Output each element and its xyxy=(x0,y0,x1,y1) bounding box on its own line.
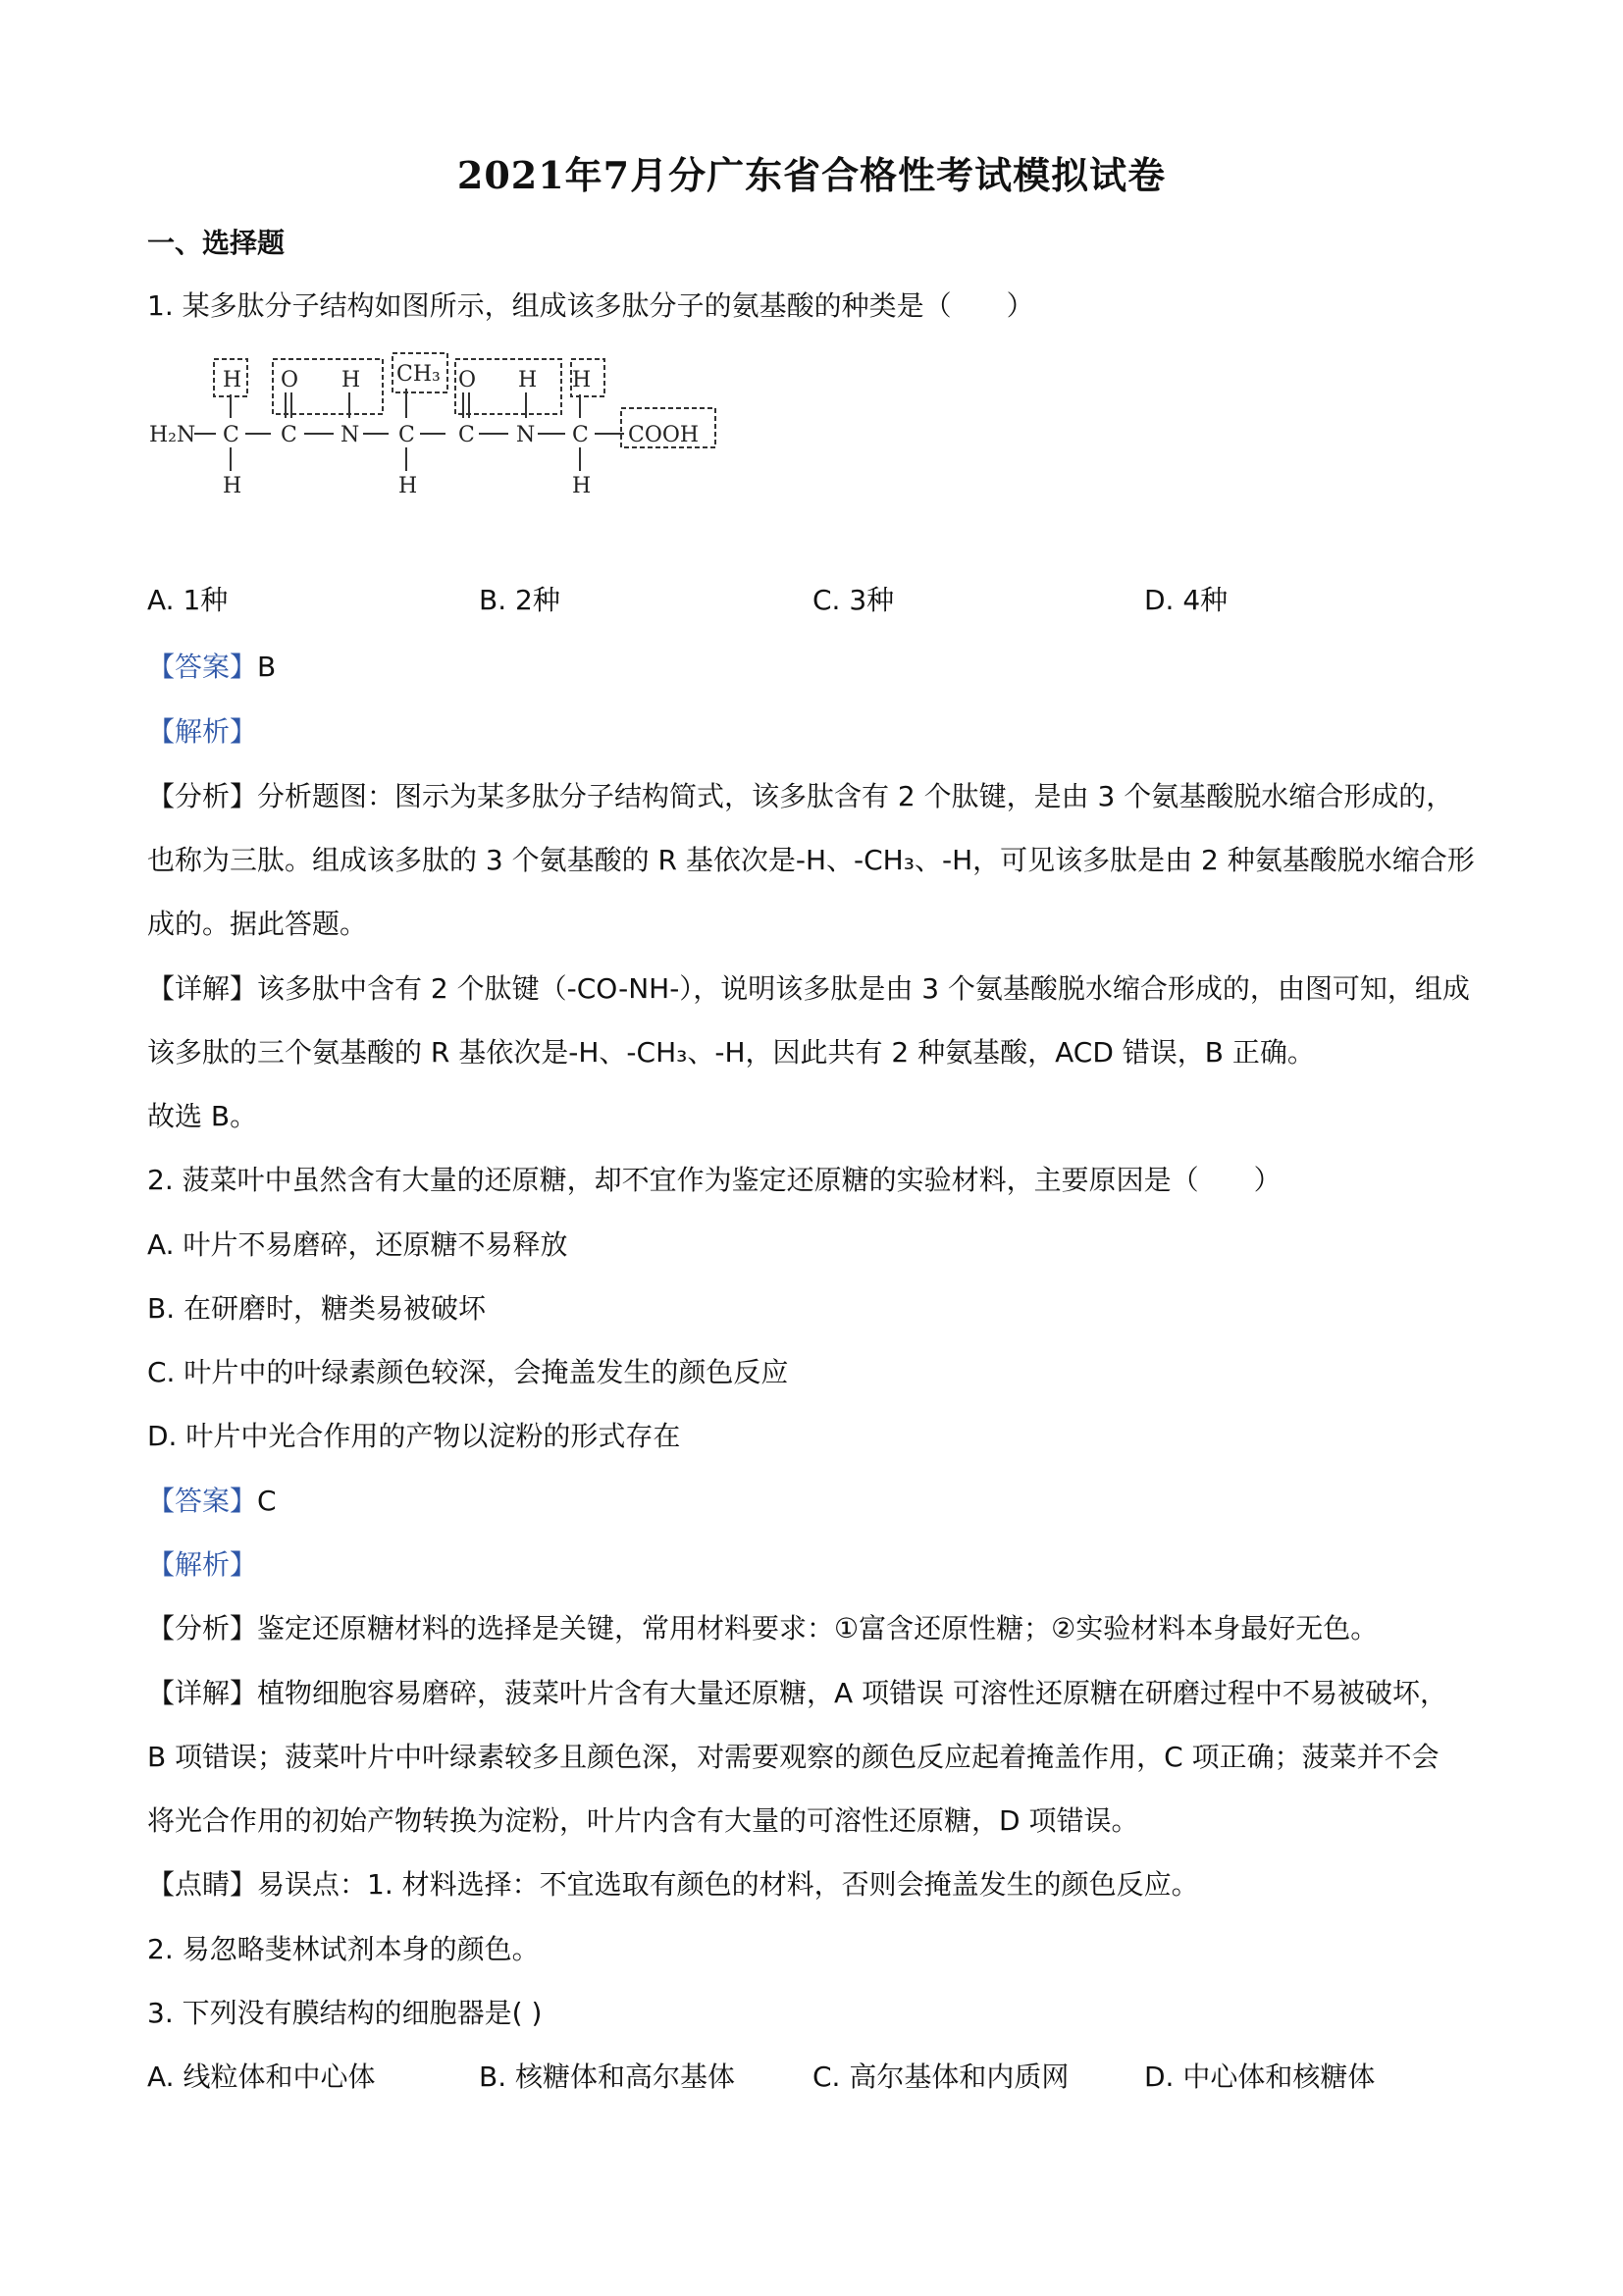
amide-h-1: H xyxy=(341,368,361,392)
oxygen-1: O xyxy=(281,368,299,392)
r-group-1: H xyxy=(223,368,242,392)
alpha-carbon-3: C xyxy=(572,423,589,447)
fenxi-text: 鉴定还原糖材料的选择是关键，常用材料要求：①富含还原性糖；②实验材料本身最好无色。 xyxy=(257,1612,1379,1644)
q2-answer xyxy=(147,1482,277,1521)
q2-option-d: D. 叶片中光合作用的产物以淀粉的形式存在 xyxy=(147,1420,681,1452)
xiangjie-text: 植物细胞容易磨碎，菠菜叶片含有大量还原糖，A 项错误 可溶性还原糖在研磨过程中不易被破坏， xyxy=(257,1677,1447,1709)
q3-option-d: D. 中心体和核糖体 xyxy=(1144,2061,1376,2093)
q1-stem: 1. 某多肽分子结构如图所示，组成该多肽分子的氨基酸的种类是（ ） xyxy=(147,289,1034,322)
q1-conclusion: 故选 B。 xyxy=(147,1100,258,1132)
q2-xiangjie-line-1 xyxy=(147,1674,1447,1713)
q2-dianjing-line-1 xyxy=(147,1865,1199,1905)
q2-option-b: B. 在研磨时，糖类易被破坏 xyxy=(147,1292,487,1325)
r-group-3: H xyxy=(572,368,592,392)
q1-option-a: A. 1种 xyxy=(147,584,229,616)
q1-fenxi-line-3: 成的。据此答题。 xyxy=(147,908,368,940)
dianjing-tag: 【点睛】 xyxy=(147,1868,258,1901)
q2-stem: 2. 菠菜叶中虽然含有大量的还原糖，却不宜作为鉴定还原糖的实验材料，主要原因是（ ） xyxy=(147,1164,1282,1196)
page-title: 2021年7月分广东省合格性考试模拟试卷 xyxy=(456,153,1167,197)
section-heading: 一、选择题 xyxy=(147,227,286,259)
q3-option-b: B. 核糖体和高尔基体 xyxy=(479,2061,736,2093)
answer-value: B xyxy=(257,651,277,683)
q1-option-d: D. 4种 xyxy=(1144,584,1229,616)
xiangjie-text: 该多肽中含有 2 个肽键（-CO-NH-），说明该多肽是由 3 个氨基酸脱水缩合形成的，由图可知，组成 xyxy=(257,972,1470,1005)
q3-stem: 3. 下列没有膜结构的细胞器是( ) xyxy=(147,1997,543,2029)
q2-fenxi-line-1 xyxy=(147,1609,1378,1648)
answer-value: C xyxy=(257,1485,277,1517)
fenxi-tag: 【分析】 xyxy=(147,780,258,812)
q1-option-b: B. 2种 xyxy=(479,584,560,616)
carboxyl-group-label: COOH xyxy=(628,423,700,447)
q1-xiangjie-line-2: 该多肽的三个氨基酸的 R 基依次是-H、-CH₃、-H，因此共有 2 种氨基酸，ACD 错误，B 正确。 xyxy=(147,1036,1315,1069)
q2-option-c: C. 叶片中的叶绿素颜色较深，会掩盖发生的颜色反应 xyxy=(147,1356,789,1388)
amide-nitrogen-1: N xyxy=(340,423,360,447)
alpha-carbon-2: C xyxy=(398,423,415,447)
q2-analysis-tag: 【解析】 xyxy=(147,1548,258,1581)
carbonyl-carbon-2: C xyxy=(458,423,475,447)
oxygen-2: O xyxy=(458,368,477,392)
alpha-carbon-1: C xyxy=(223,423,239,447)
q1-xiangjie-line-1 xyxy=(147,969,1470,1009)
q2-xiangjie-line-2: B 项错误；菠菜叶片中叶绿素较多且颜色深，对需要观察的颜色反应起着掩盖作用，C 项正确；菠菜并不会 xyxy=(147,1741,1440,1773)
h-atom-2: H xyxy=(398,474,418,498)
q1-fenxi-line-1 xyxy=(147,777,1453,816)
fenxi-tag: 【分析】 xyxy=(147,1612,258,1644)
fenxi-text: 分析题图：图示为某多肽分子结构简式，该多肽含有 2 个肽键，是由 3 个氨基酸脱水缩合形成的， xyxy=(257,780,1454,812)
q1-option-c: C. 3种 xyxy=(812,584,895,616)
xiangjie-tag: 【详解】 xyxy=(147,1677,258,1709)
q2-xiangjie-line-3: 将光合作用的初始产物转换为淀粉，叶片内含有大量的可溶性还原糖，D 项错误。 xyxy=(147,1804,1139,1837)
q2-dianjing-line-2: 2. 易忽略斐林试剂本身的颜色。 xyxy=(147,1933,540,1965)
answer-tag: 【答案】 xyxy=(147,651,258,683)
q3-option-a: A. 线粒体和中心体 xyxy=(147,2061,376,2093)
q1-answer xyxy=(147,648,276,687)
q3-option-c: C. 高尔基体和内质网 xyxy=(812,2061,1070,2093)
dianjing-text: 易误点：1. 材料选择：不宜选取有颜色的材料，否则会掩盖发生的颜色反应。 xyxy=(257,1868,1199,1901)
peptide-structure-diagram xyxy=(147,345,736,502)
carbonyl-carbon-1: C xyxy=(281,423,297,447)
h-atom-1: H xyxy=(223,474,242,498)
q1-fenxi-line-2: 也称为三肽。组成该多肽的 3 个氨基酸的 R 基依次是-H、-CH₃、-H，可见该多肽是由 2 种氨基酸脱水缩合形 xyxy=(147,844,1475,876)
amide-h-2: H xyxy=(518,368,538,392)
q2-option-a: A. 叶片不易磨碎，还原糖不易释放 xyxy=(147,1228,568,1261)
r-group-2: CH₃ xyxy=(396,362,441,387)
xiangjie-tag: 【详解】 xyxy=(147,972,258,1005)
amino-group-label: H₂N xyxy=(149,423,196,447)
h-atom-3: H xyxy=(572,474,592,498)
answer-tag: 【答案】 xyxy=(147,1485,258,1517)
q1-analysis-tag: 【解析】 xyxy=(147,715,258,748)
amide-nitrogen-2: N xyxy=(516,423,536,447)
